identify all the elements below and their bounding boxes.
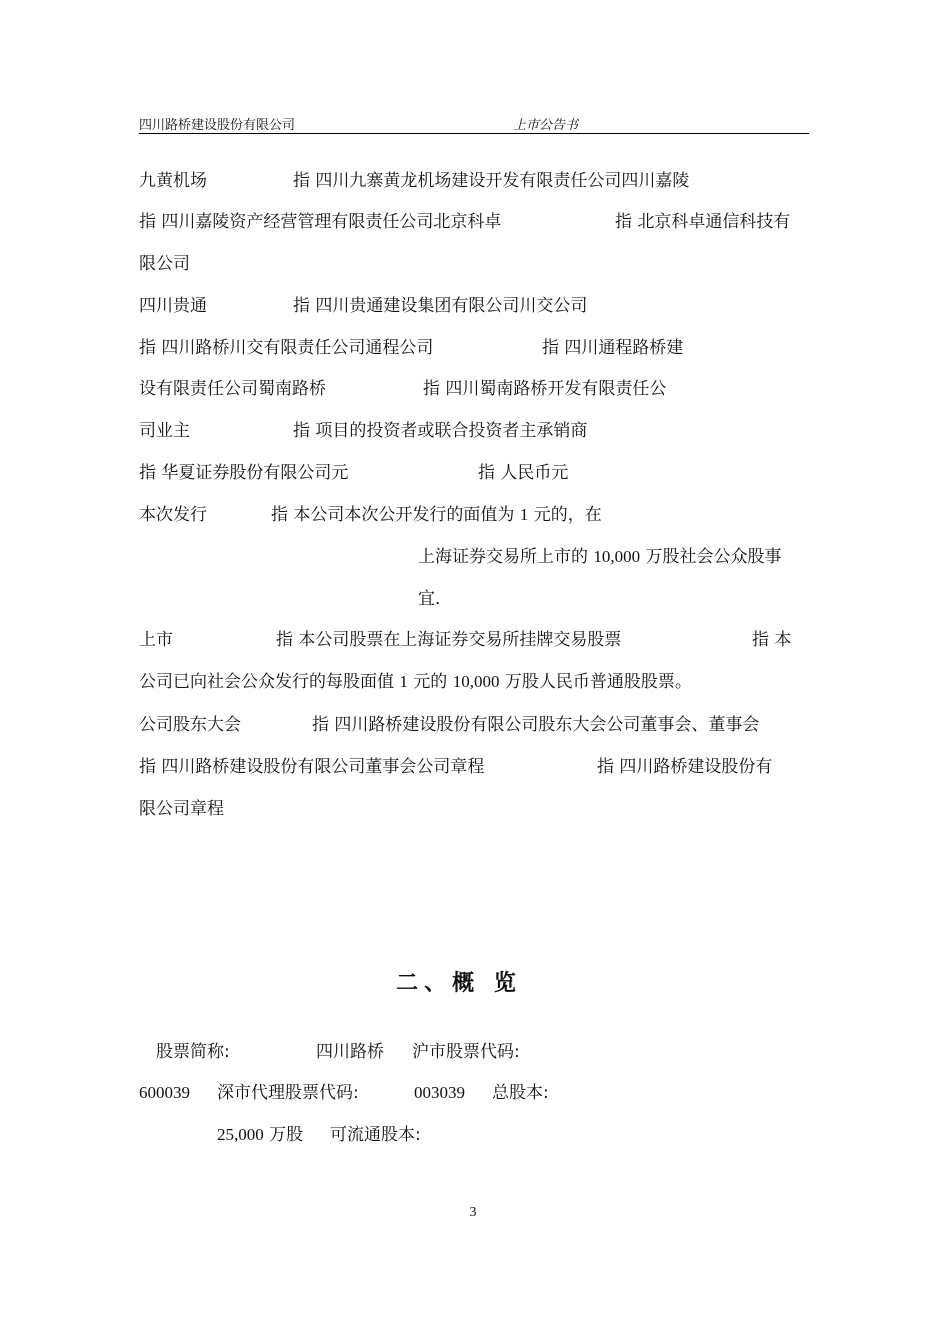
definition-line: 指 四川蜀南路桥开发有限责任公 <box>423 379 667 399</box>
overview-value: 600039 <box>139 1083 190 1102</box>
definition-line: 九黄机场 <box>139 171 207 191</box>
definition-line: 本次发行 <box>139 505 207 525</box>
definition-line: 指 四川通程路桥建 <box>542 338 684 358</box>
definition-line: 指 四川路桥建设股份有限公司董事会公司章程 <box>139 757 485 777</box>
overview-value: 25,000 万股 <box>217 1125 304 1145</box>
overview-label: 股票简称: <box>156 1042 230 1062</box>
definition-line: 指 四川九寨黄龙机场建设开发有限责任公司四川嘉陵 <box>293 171 690 191</box>
definition-line: 指 本公司股票在上海证券交易所挂牌交易股票 <box>276 630 622 650</box>
definition-line: 指 四川路桥建设股份有限公司股东大会公司董事会、董事会 <box>312 715 760 735</box>
definition-line: 指 项目的投资者或联合投资者主承销商 <box>293 421 588 441</box>
header-company: 四川路桥建设股份有限公司 <box>139 118 296 133</box>
definition-line: 指 四川路桥川交有限责任公司通程公司 <box>139 338 434 358</box>
definition-line: 司业主 <box>139 421 190 441</box>
definition-line: 指 四川嘉陵资产经营管理有限责任公司北京科卓 <box>139 212 502 232</box>
overview-label: 可流通股本: <box>330 1125 421 1145</box>
definition-line: 指 人民币元 <box>478 463 569 483</box>
section-title: 二、概 览 <box>396 971 522 996</box>
definition-line: 公司股东大会 <box>139 715 241 735</box>
definition-line: 上市 <box>139 630 173 650</box>
definition-line: 指 四川贵通建设集团有限公司川交公司 <box>293 296 588 316</box>
header-doc-title: 上市公告书 <box>513 118 579 133</box>
overview-label: 沪市股票代码: <box>412 1042 520 1062</box>
definition-line: 宜. <box>418 589 441 609</box>
overview-value: 四川路桥 <box>316 1042 384 1062</box>
page-number: 3 <box>469 1205 477 1220</box>
definition-line: 限公司章程 <box>139 799 224 819</box>
overview-label: 深市代理股票代码: <box>217 1083 359 1103</box>
definition-line: 指 四川路桥建设股份有 <box>597 757 773 777</box>
definition-line: 指 华夏证券股份有限公司元 <box>139 463 349 483</box>
definition-line: 指 本公司本次公开发行的面值为 1 元的，在 <box>271 505 602 525</box>
definition-line: 限公司 <box>139 254 190 274</box>
definition-line: 公司已向社会公众发行的每股面值 1 元的 10,000 万股人民币普通股股票。 <box>139 672 692 692</box>
definition-line: 指 北京科卓通信科技有 <box>615 212 791 232</box>
overview-label: 总股本: <box>492 1083 549 1103</box>
definition-line: 指 本 <box>752 630 792 650</box>
overview-value: 003039 <box>414 1083 465 1102</box>
definition-line: 上海证券交易所上市的 10,000 万股社会公众股事 <box>418 547 782 567</box>
definition-line: 四川贵通 <box>139 296 207 316</box>
definition-line: 设有限责任公司蜀南路桥 <box>139 379 326 399</box>
page-header <box>139 113 809 134</box>
